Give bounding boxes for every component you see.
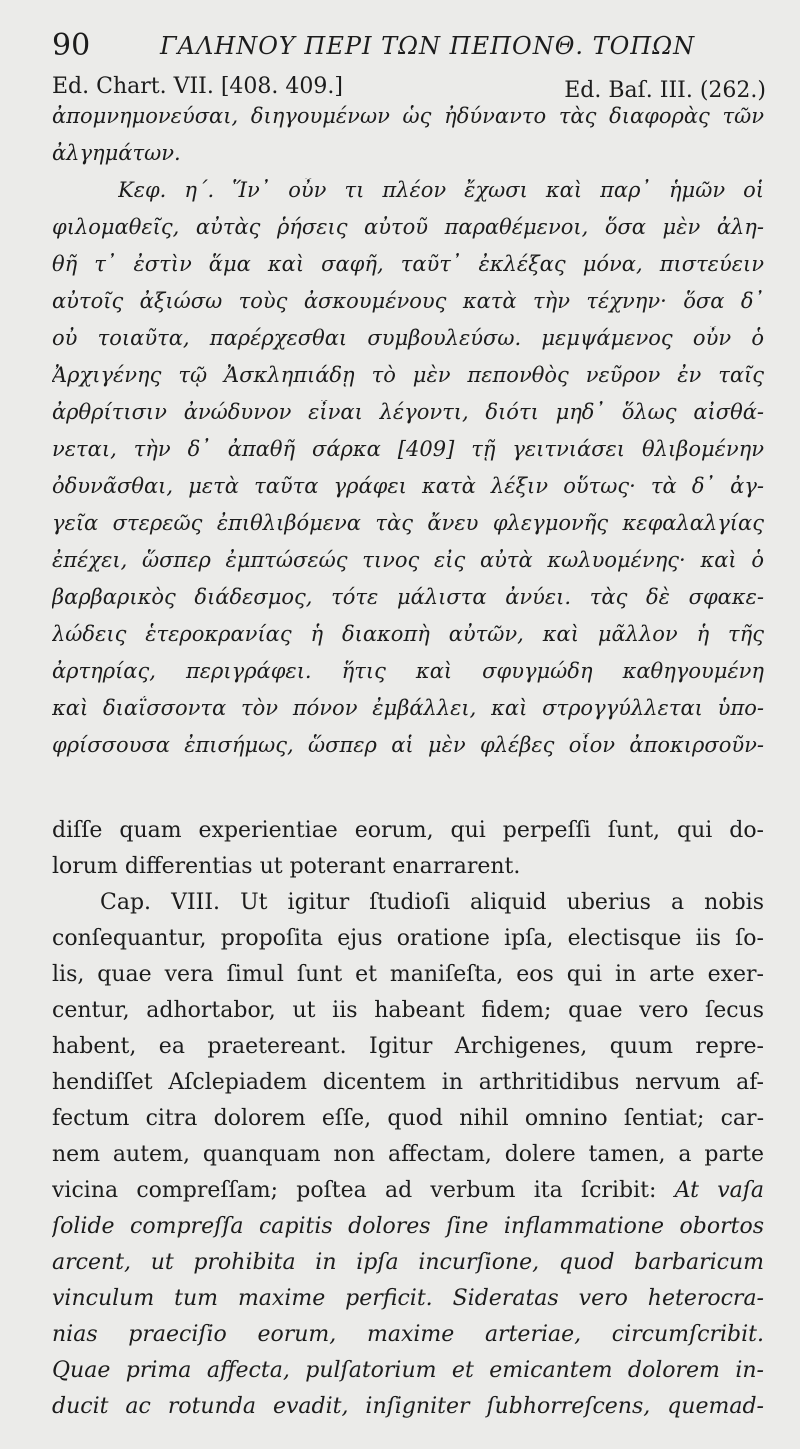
latin-line: habent, ea praetereant. Igitur Archigenes, quum repre-	[52, 1034, 764, 1059]
latin-quote-line: vinculum tum maxime perficit. Sideratas vero heterocra-	[52, 1286, 764, 1311]
greek-line: αὐτοῖς ἀξιώσω τοὺς ἀσκουμένους κατὰ τὴν τέχνην· ὅσα δ᾽	[52, 289, 764, 313]
latin-quote-start: At vaſa	[674, 1178, 764, 1203]
latin-quote-line: ſolide compreſſa capitis dolores ſine inflammatione obortos	[52, 1214, 764, 1239]
greek-line: Ἀρχιγένης τῷ Ἀσκληπιάδῃ τὸ μὲν πεπονθὸς νεῦρον ἐν ταῖς	[52, 363, 764, 387]
greek-line: βαρβαρικὸς διάδεσμος, τότε μάλιστα ἀνύει. τὰς δὲ σφακε-	[52, 585, 764, 609]
latin-line: nem autem, quanquam non affectam, dolere tamen, a parte	[52, 1142, 764, 1167]
latin-quote-line: Quae prima affecta, pulſatorium et emicantem dolorem in-	[52, 1358, 764, 1383]
latin-line-chapter-start: Cap. VIII. Ut igitur ſtudioſi aliquid uberius a nobis	[100, 890, 764, 915]
latin-quote-line: arcent, ut prohibita in ipſa incurſione, quod barbaricum	[52, 1250, 764, 1275]
latin-quote-line: nias praeciſio eorum, maxime arteriae, circumſcribit.	[52, 1322, 764, 1347]
greek-line: ἀρθρίτισιν ἀνώδυνον εἶναι λέγοντι, διότι μηδ᾽ ὅλως αἰσθά-	[52, 400, 764, 424]
greek-line: ὀδυνᾶσθαι, μετὰ ταῦτα γράφει κατὰ λέξιν οὕτως· τὰ δ᾽ ἀγ-	[52, 474, 764, 498]
greek-line: ἀλγημάτων.	[52, 141, 181, 165]
greek-line: ἀπομνημονεύσαι, διηγουμένων ὡς ἠδύναντο τὰς διαφορὰς τῶν	[52, 104, 764, 128]
latin-line: hendiſſet Aſclepiadem dicentem in arthritidibus nervum af-	[52, 1070, 764, 1095]
latin-line: diſſe quam experientiae eorum, qui perpeſſi ſunt, qui do-	[52, 818, 764, 843]
latin-quote-line: ducit ac rotunda evadit, inſigniter ſubhorreſcens, quemad-	[52, 1394, 764, 1419]
latin-line: centur, adhortabor, ut iis habeant fidem; quae vero ſecus	[52, 998, 764, 1023]
greek-line: φρίσσουσα ἐπισήμως, ὥσπερ αἱ μὲν φλέβες οἷον ἀποκιρσοῦν-	[52, 733, 764, 757]
page-number: 90	[52, 28, 91, 63]
latin-line-text: vicina compreſſam; poſtea ad verbum ita ſcribit:	[52, 1178, 657, 1203]
greek-line: θῆ τ᾽ ἐστὶν ἅμα καὶ σαφῆ, ταῦτ᾽ ἐκλέξας μόνα, πιστεύειν	[52, 252, 764, 276]
latin-line-with-quote-start	[52, 1178, 764, 1203]
latin-line: conſequantur, propoſita ejus oratione ipſa, electisque iis ſo-	[52, 926, 764, 951]
greek-line: φιλομαθεῖς, αὐτὰς ῥήσεις αὐτοῦ παραθέμενοι, ὅσα μὲν ἀλη-	[52, 215, 764, 239]
latin-line: lorum differentias ut poterant enarrarent.	[52, 854, 521, 879]
greek-line: οὐ τοιαῦτα, παρέρχεσθαι συμβουλεύσω. μεμψάμενος οὖν ὁ	[52, 326, 764, 350]
greek-line: ἀρτηρίας, περιγράφει. ἥτις καὶ σφυγμώδη καθηγουμένη	[52, 659, 764, 683]
edition-reference-left: Ed. Chart. VII. [408. 409.]	[52, 74, 343, 99]
greek-line: λώδεις ἑτεροκρανίας ἡ διακοπὴ αὐτῶν, καὶ μᾶλλον ἡ τῆς	[52, 622, 764, 646]
greek-line: γεῖα στερεῶς ἐπιθλιβόμενα τὰς ἄνευ φλεγμονῆς κεφαλαλγίας	[52, 511, 764, 535]
greek-line: ἐπέχει, ὥσπερ ἐμπτώσεώς τινος εἰς αὐτὰ κωλυομένης· καὶ ὁ	[52, 548, 764, 572]
greek-line: νεται, τὴν δ᾽ ἀπαθῆ σάρκα [409] τῇ γειτνιάσει θλιβομένην	[52, 437, 764, 461]
latin-line: lis, quae vera ſimul ſunt et maniſeſta, eos qui in arte exer-	[52, 962, 764, 987]
edition-reference-right: Ed. Baſ. III. (262.)	[564, 78, 766, 103]
greek-line-chapter-start: Κεφ. η΄. Ἵν᾽ οὖν τι πλέον ἔχωσι καὶ παρ᾽ ἡμῶν οἱ	[118, 178, 764, 202]
running-title: ΓΑΛΗΝΟΥ ΠΕΡΙ ΤΩΝ ΠΕΠΟΝΘ. ΤΟΠΩΝ	[160, 32, 696, 60]
latin-line: fectum citra dolorem eſſe, quod nihil omnino ſentiat; car-	[52, 1106, 764, 1131]
greek-line: καὶ διαΐσσοντα τὸν πόνον ἐμβάλλει, καὶ στρογγύλλεται ὑπο-	[52, 696, 764, 720]
